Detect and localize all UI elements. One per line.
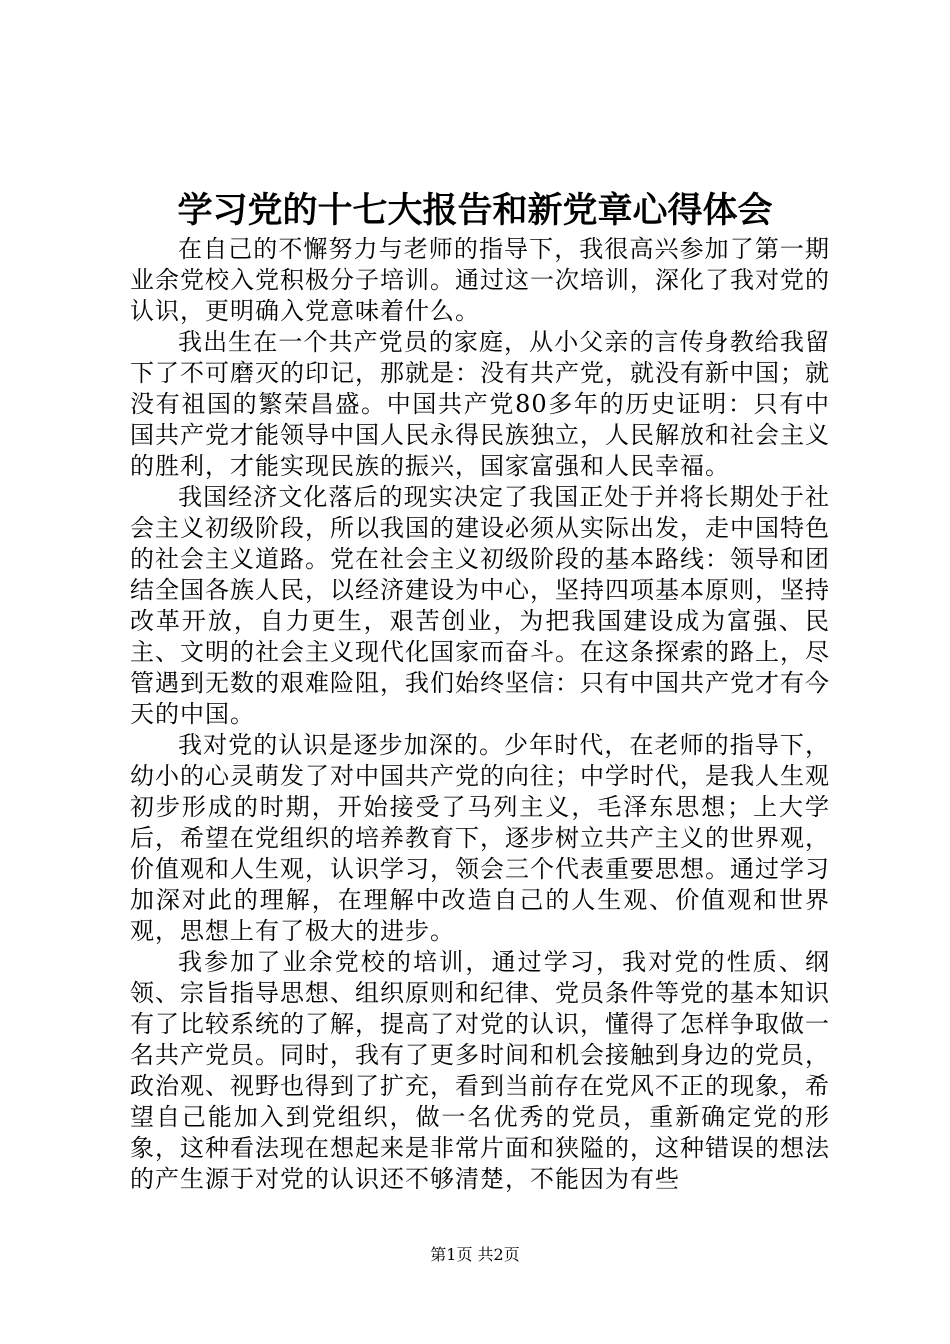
- document-title: 学习党的十七大报告和新党章心得体会: [177, 190, 773, 231]
- paragraph-5: 我参加了业余党校的培训，通过学习，我对党的性质、纲领、宗旨指导思想、组织原则和纪律、党员条件等党的基本知识有了比较系统的了解，提高了对党的认识，懂得了怎样争取做一名共产党员。同时，我有了更多时间和机会接触到身边的党员，政治观、视野也得到了扩充，看到当前存在党风不正的现象，希望自己能加入到党组织，做一名优秀的党员，重新确定党的形象，这种看法现在想起来是非常片面和狭隘的，这种错误的想法的产生源于对党的认识还不够清楚，不能因为有些: [130, 948, 830, 1193]
- page-number-footer: 第1页 共2页: [430, 1245, 520, 1264]
- document-body: [130, 234, 830, 1195]
- paragraph-1: 在自己的不懈努力与老师的指导下，我很高兴参加了第一期业余党校入党积极分子培训。通过这一次培训，深化了我对党的认识，更明确入党意味着什么。: [130, 235, 830, 325]
- paragraph-3: 我国经济文化落后的现实决定了我国正处于并将长期处于社会主义初级阶段，所以我国的建设必须从实际出发，走中国特色的社会主义道路。党在社会主义初级阶段的基本路线：领导和团结全国各族人民，以经济建设为中心，坚持四项基本原则，坚持改革开放，自力更生，艰苦创业，为把我国建设成为富强、民主、文明的社会主义现代化国家而奋斗。在这条探索的路上，尽管遇到无数的艰难险阻，我们始终坚信：只有中国共产党才有今天的中国。: [130, 483, 830, 728]
- paragraph-2: 我出生在一个共产党员的家庭，从小父亲的言传身教给我留下了不可磨灭的印记，那就是：没有共产党，就没有新中国；就没有祖国的繁荣昌盛。中国共产党80多年的历史证明：只有中国共产党才能领导中国人民永得民族独立，人民解放和社会主义的胜利，才能实现民族的振兴，国家富强和人民幸福。: [130, 328, 830, 480]
- paragraph-4: 我对党的认识是逐步加深的。少年时代，在老师的指导下，幼小的心灵萌发了对中国共产党的向往；中学时代，是我人生观初步形成的时期，开始接受了马列主义，毛泽东思想；上大学后，希望在党组织的培养教育下，逐步树立共产主义的世界观，价值观和人生观，认识学习，领会三个代表重要思想。通过学习加深对此的理解，在理解中改造自己的人生观、价值观和世界观，思想上有了极大的进步。: [130, 731, 830, 945]
